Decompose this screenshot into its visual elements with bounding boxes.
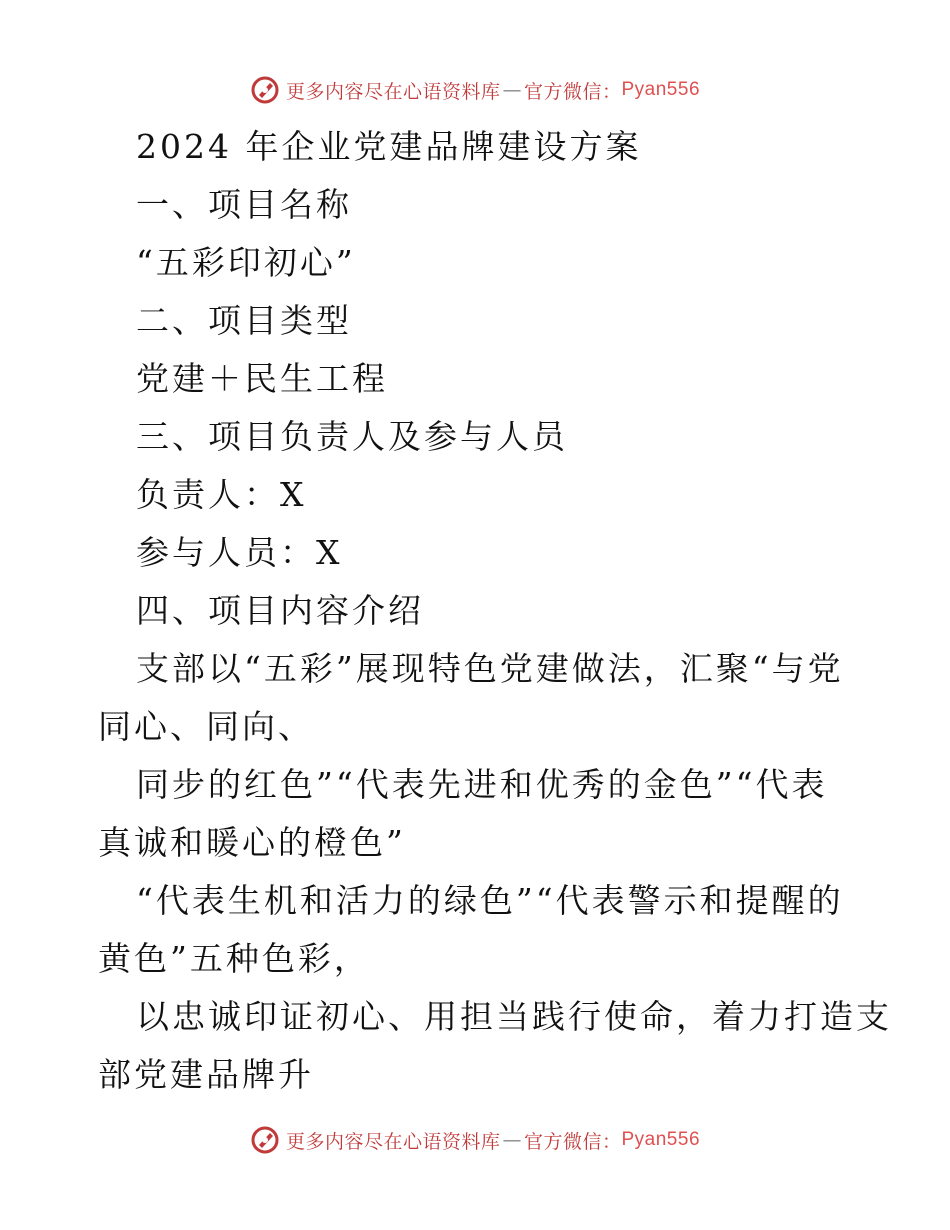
- banner-wechat-id: Pyan556: [621, 1129, 701, 1150]
- section2-heading: 二、项目类型: [136, 301, 352, 340]
- document-title: 2024 年企业党建品牌建设方案: [136, 127, 642, 166]
- participants-line: 参与人员：X: [136, 533, 343, 572]
- header-watermark: [0, 70, 950, 110]
- banner-wechat-id: Pyan556: [621, 79, 701, 100]
- footer-watermark: [0, 1120, 950, 1160]
- banner-text: 更多内容尽在心语资料库: [285, 80, 501, 103]
- paragraph-line: 支部以“五彩”展现特色党建做法，汇聚“与党: [136, 649, 844, 688]
- project-type: 党建＋民生工程: [136, 359, 388, 398]
- paragraph-line: 黄色”五种色彩，: [98, 939, 370, 978]
- brand-logo-icon: [250, 1125, 280, 1155]
- section4-heading: 四、项目内容介绍: [136, 591, 424, 630]
- section1-heading: 一、项目名称: [136, 185, 352, 224]
- paragraph-line: 部党建品牌升: [98, 1055, 314, 1094]
- paragraph-line: 同心、同向、: [98, 707, 314, 746]
- banner-wechat-label: 官方微信：: [523, 80, 622, 103]
- banner-text: 更多内容尽在心语资料库: [285, 1130, 501, 1153]
- paragraph-line: 以忠诚印证初心、用担当践行使命，着力打造支: [136, 997, 892, 1036]
- banner-dash: —: [502, 1129, 522, 1151]
- paragraph-line: 真诚和暖心的橙色”: [98, 823, 406, 862]
- paragraph-line: “代表生机和活力的绿色”“代表警示和提醒的: [136, 881, 844, 920]
- banner-dash: —: [502, 79, 522, 101]
- paragraph-line: 同步的红色”“代表先进和优秀的金色”“代表: [136, 765, 828, 804]
- leader-line: 负责人：X: [136, 475, 307, 514]
- project-name: “五彩印初心”: [136, 243, 356, 282]
- section3-heading: 三、项目负责人及参与人员: [136, 417, 568, 456]
- banner-wechat-label: 官方微信：: [523, 1130, 622, 1153]
- brand-logo-icon: [250, 75, 280, 105]
- document-body: [98, 118, 892, 1104]
